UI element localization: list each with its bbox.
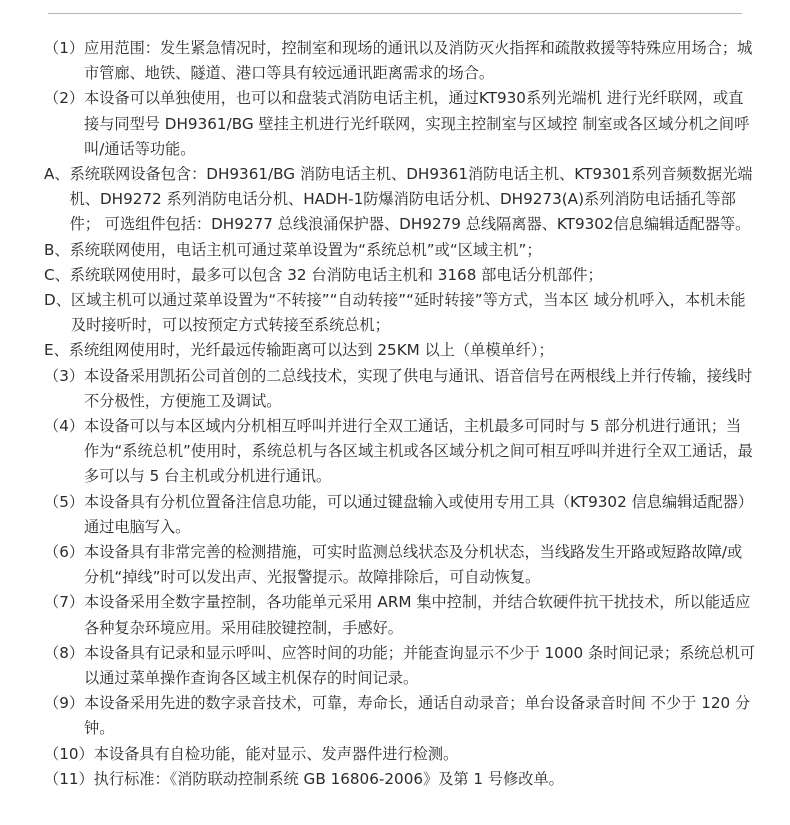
list-item (44, 540, 756, 590)
list-item-marker: B、 (44, 240, 70, 259)
list-item-marker: （11） (44, 769, 94, 788)
list-item-marker: （8） (44, 643, 85, 662)
list-item-text: 本设备可以与本区域内分机相互呼叫并进行全双工通话，主机最多可同时与 5 部分机进行通讯；当作为“系统总机”使用时，系统总机与各区域主机或各区域分机之间可相互呼叫并进行全双工通话，最多可以与 5 台主机或分机进行通讯。 (84, 417, 753, 486)
list-item (44, 414, 756, 490)
list-item-marker: （1） (44, 39, 85, 57)
list-item-text: 应用范围：发生紧急情况时，控制室和现场的通讯以及消防灭火指挥和疏散救援等特殊应用场合；城市管廊、地铁、隧道、港口等具有较远通讯距离需求的场合。 (84, 39, 753, 83)
list-item-text: 系统联网设备包含：DH9361/BG 消防电话主机、DH9361消防电话主机、KT9301系列音频数据光端机、DH9272 系列消防电话分机、HADH-1防爆消防电话分机、DH9273(A)系列消防电话插孔等部件； 可选组件包括：DH9277 总线浪涌保护器、DH9279 总线隔离器、KT9302信息编辑适配器等。 (69, 165, 753, 234)
list-item-marker: （10） (44, 744, 94, 763)
list-item (44, 590, 756, 640)
list-item (44, 86, 756, 162)
list-item (44, 364, 756, 414)
list-item (44, 36, 756, 86)
list-item-marker: D、 (44, 291, 71, 310)
list-item (44, 263, 756, 288)
list-item-marker: （9） (44, 694, 85, 713)
list-item (44, 238, 756, 263)
list-item-text: 系统联网使用时，最多可以包含 32 台消防电话主机和 3168 部电话分机部件； (69, 265, 603, 284)
list-item-marker: （5） (44, 492, 85, 511)
list-item-marker: C、 (44, 265, 70, 284)
list-item-marker: （4） (44, 417, 85, 436)
list-item-text: 本设备采用凯拓公司首创的二总线技术，实现了供电与通讯、语音信号在两根线上并行传输，接线时不分极性，方便施工及调试。 (84, 366, 753, 410)
list-item-marker: （6） (44, 543, 85, 562)
list-item (44, 742, 756, 767)
list-item-text: 系统组网使用时，光纤最远传输距离可以达到 25KM 以上（单模单纤）； (68, 341, 554, 360)
list-item-marker: E、 (44, 341, 69, 360)
top-divider (48, 13, 742, 14)
list-item (44, 691, 756, 741)
list-item-marker: （7） (44, 593, 85, 612)
list-item (44, 162, 756, 238)
list-item-marker: （2） (44, 89, 85, 108)
list-item (44, 288, 756, 338)
list-item-text: 本设备具有非常完善的检测措施，可实时监测总线状态及分机状态，当线路发生开路或短路故障/或分机“掉线”时可以发出声、光报警提示。故障排除后，可自动恢复。 (84, 543, 743, 587)
list-item-text: 执行标准：《消防联动控制系统 GB 16806-2006》及第 1 号修改单。 (93, 769, 564, 788)
feature-list (44, 36, 756, 792)
list-item-text: 本设备采用先进的数字录音技术，可靠，寿命长，通话自动录音；单台设备录音时间 不少于 120 分钟。 (84, 694, 751, 738)
list-item-text: 系统联网使用，电话主机可通过菜单设置为“系统总机”或“区域主机”； (69, 240, 542, 259)
list-item (44, 641, 756, 691)
list-item-text: 本设备采用全数字量控制，各功能单元采用 ARM 集中控制，并结合软硬件抗干扰技术，所以能适应各种复杂环境应用。采用硅胶键控制，手感好。 (84, 593, 751, 637)
list-item-text: 本设备具有记录和显示呼叫、应答时间的功能；并能查询显示不少于 1000 条时间记录；系统总机可以通过菜单操作查询各区域主机保存的时间记录。 (84, 643, 756, 688)
list-item-text: 本设备可以单独使用，也可以和盘装式消防电话主机，通过KT930系列光端机 进行光纤联网，或直接与同型号 DH9361/BG 壁挂主机进行光纤联网，实现主控制室与区域控 制室或各区域分机之间呼叫/通话等功能。 (84, 89, 750, 158)
list-item-text: 本设备具有分机位置备注信息功能，可以通过键盘输入或使用专用工具（KT9302 信息编辑适配器）通过电脑写入。 (84, 492, 754, 536)
list-item-text: 本设备具有自检功能，能对显示、发声器件进行检测。 (93, 744, 459, 763)
list-item (44, 338, 756, 363)
list-item (44, 490, 756, 540)
list-item-text: 区域主机可以通过菜单设置为“不转接”“自动转接”“延时转接”等方式，当本区 域分机呼入，本机未能及时接听时，可以按预定方式转接至系统总机； (70, 291, 746, 335)
list-item-marker: （3） (44, 366, 85, 385)
list-item (44, 767, 756, 792)
list-item-marker: A、 (44, 165, 70, 184)
